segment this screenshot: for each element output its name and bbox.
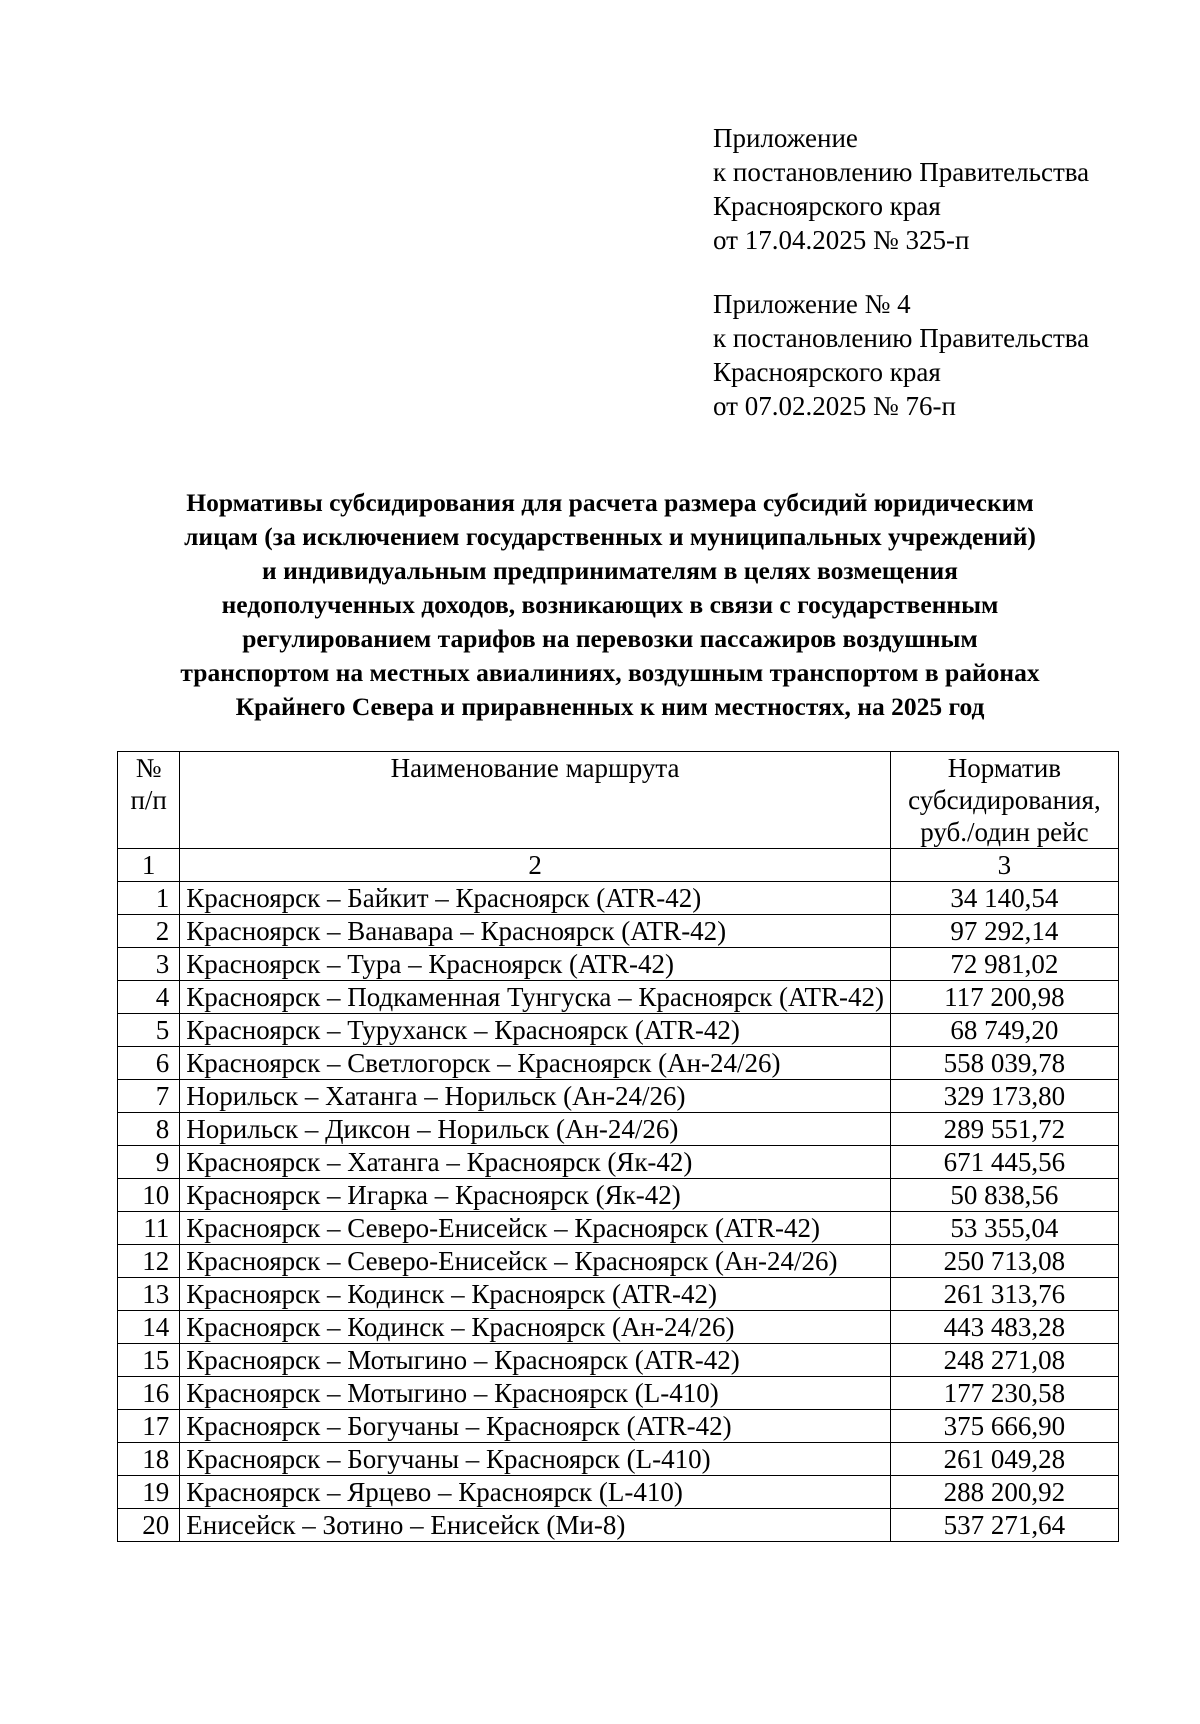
row-num: 6 [118, 1047, 180, 1080]
row-num: 14 [118, 1311, 180, 1344]
row-route: Красноярск – Мотыгино – Красноярск (L-410) [180, 1377, 891, 1410]
header-num-line: № [135, 753, 162, 783]
table-row [118, 1476, 1119, 1509]
attachment-line: от 17.04.2025 № 325-п [713, 225, 970, 255]
row-route: Норильск – Хатанга – Норильск (Ан-24/26) [180, 1080, 891, 1113]
row-num: 2 [118, 915, 180, 948]
title-line: Нормативы субсидирования для расчета размера субсидий юридическим [186, 488, 1034, 517]
table-row [118, 1014, 1119, 1047]
header-route-label: Наименование маршрута [390, 753, 680, 783]
row-value: 288 200,92 [890, 1476, 1118, 1509]
table-row [118, 1344, 1119, 1377]
row-value: 261 313,76 [890, 1278, 1118, 1311]
title-line: и индивидуальным предпринимателям в целях возмещения [262, 556, 958, 585]
attachment-block-original [713, 287, 1089, 423]
row-route: Красноярск – Кодинск – Красноярск (ATR-42) [180, 1278, 891, 1311]
row-route: Красноярск – Северо-Енисейск – Красноярск (ATR-42) [180, 1212, 891, 1245]
row-route: Красноярск – Ярцево – Красноярск (L-410) [180, 1476, 891, 1509]
column-index-row [118, 849, 1119, 882]
row-route: Красноярск – Богучаны – Красноярск (ATR-42) [180, 1410, 891, 1443]
attachment-line: Приложение [713, 123, 858, 153]
title-line: недополученных доходов, возникающих в связи с государственным [221, 590, 999, 619]
row-num: 19 [118, 1476, 180, 1509]
table-row [118, 981, 1119, 1014]
row-num: 13 [118, 1278, 180, 1311]
attachment-line: Красноярского края [713, 357, 941, 387]
header-value-line: Норматив [947, 753, 1062, 783]
row-route: Красноярск – Хатанга – Красноярск (Як-42) [180, 1146, 891, 1179]
row-value: 671 445,56 [890, 1146, 1118, 1179]
table-row [118, 1509, 1119, 1542]
row-value: 537 271,64 [890, 1509, 1118, 1542]
table-row [118, 1311, 1119, 1344]
row-value: 50 838,56 [890, 1179, 1118, 1212]
header-num-line: п/п [130, 785, 167, 815]
row-value: 443 483,28 [890, 1311, 1118, 1344]
column-index-cell: 3 [890, 849, 1118, 882]
table-row [118, 1410, 1119, 1443]
row-route: Норильск – Диксон – Норильск (Ан-24/26) [180, 1113, 891, 1146]
table-row [118, 1146, 1119, 1179]
subsidy-norms-table [117, 751, 1119, 1542]
table-row [118, 1080, 1119, 1113]
row-num: 11 [118, 1212, 180, 1245]
table-row [118, 948, 1119, 981]
row-route: Красноярск – Подкаменная Тунгуска – Красноярск (ATR-42) [180, 981, 891, 1014]
row-value: 68 749,20 [890, 1014, 1118, 1047]
title-line: транспортом на местных авиалиниях, воздушным транспортом в районах [180, 658, 1040, 687]
attachment-line: от 07.02.2025 № 76-п [713, 391, 956, 421]
row-route: Красноярск – Кодинск – Красноярск (Ан-24/26) [180, 1311, 891, 1344]
row-route: Красноярск – Туруханск – Красноярск (ATR-42) [180, 1014, 891, 1047]
row-route: Красноярск – Богучаны – Красноярск (L-410) [180, 1443, 891, 1476]
attachment-line: Приложение № 4 [713, 289, 911, 319]
header-num [118, 752, 180, 849]
title-line: лицам (за исключением государственных и муниципальных учреждений) [184, 522, 1036, 551]
row-num: 5 [118, 1014, 180, 1047]
row-value: 558 039,78 [890, 1047, 1118, 1080]
attachment-line: к постановлению Правительства [713, 157, 1090, 187]
table-row [118, 1212, 1119, 1245]
row-route: Красноярск – Тура – Красноярск (ATR-42) [180, 948, 891, 981]
row-value: 97 292,14 [890, 915, 1118, 948]
row-route: Красноярск – Мотыгино – Красноярск (ATR-42) [180, 1344, 891, 1377]
table-row [118, 1179, 1119, 1212]
column-index-cell: 2 [180, 849, 891, 882]
row-value: 177 230,58 [890, 1377, 1118, 1410]
attachment-block-current [713, 121, 1089, 257]
row-num: 12 [118, 1245, 180, 1278]
header-row [118, 752, 1119, 849]
attachment-line: Красноярского края [713, 191, 941, 221]
header-route [180, 752, 891, 849]
table-row [118, 1377, 1119, 1410]
row-num: 20 [118, 1509, 180, 1542]
table-header [118, 752, 1119, 882]
row-num: 3 [118, 948, 180, 981]
table-row [118, 882, 1119, 915]
row-value: 289 551,72 [890, 1113, 1118, 1146]
row-num: 7 [118, 1080, 180, 1113]
row-value: 329 173,80 [890, 1080, 1118, 1113]
header-value-line: субсидирования, [908, 785, 1101, 815]
row-value: 34 140,54 [890, 882, 1118, 915]
row-value: 53 355,04 [890, 1212, 1118, 1245]
header-value [890, 752, 1118, 849]
row-num: 18 [118, 1443, 180, 1476]
row-value: 261 049,28 [890, 1443, 1118, 1476]
table-row [118, 1278, 1119, 1311]
table-row [118, 1245, 1119, 1278]
row-num: 15 [118, 1344, 180, 1377]
row-num: 17 [118, 1410, 180, 1443]
row-num: 9 [118, 1146, 180, 1179]
table-row [118, 1443, 1119, 1476]
row-route: Красноярск – Ванавара – Красноярск (ATR-42) [180, 915, 891, 948]
row-value: 72 981,02 [890, 948, 1118, 981]
row-num: 4 [118, 981, 180, 1014]
document-title [110, 486, 1110, 724]
title-line: Крайнего Севера и приравненных к ним местностях, на 2025 год [235, 692, 985, 721]
row-value: 248 271,08 [890, 1344, 1118, 1377]
row-route: Красноярск – Игарка – Красноярск (Як-42) [180, 1179, 891, 1212]
row-value: 250 713,08 [890, 1245, 1118, 1278]
table-row [118, 1047, 1119, 1080]
row-value: 375 666,90 [890, 1410, 1118, 1443]
table-body [118, 882, 1119, 1542]
row-num: 8 [118, 1113, 180, 1146]
row-route: Красноярск – Светлогорск – Красноярск (Ан-24/26) [180, 1047, 891, 1080]
row-route: Енисейск – Зотино – Енисейск (Ми-8) [180, 1509, 891, 1542]
header-value-line: руб./один рейс [920, 817, 1089, 847]
table-row [118, 915, 1119, 948]
attachment-line: к постановлению Правительства [713, 323, 1090, 353]
row-num: 1 [118, 882, 180, 915]
row-route: Красноярск – Северо-Енисейск – Красноярск (Ан-24/26) [180, 1245, 891, 1278]
table-row [118, 1113, 1119, 1146]
row-route: Красноярск – Байкит – Красноярск (ATR-42) [180, 882, 891, 915]
row-num: 10 [118, 1179, 180, 1212]
row-num: 16 [118, 1377, 180, 1410]
row-value: 117 200,98 [890, 981, 1118, 1014]
title-line: регулированием тарифов на перевозки пассажиров воздушным [242, 624, 978, 653]
column-index-cell: 1 [118, 849, 180, 882]
